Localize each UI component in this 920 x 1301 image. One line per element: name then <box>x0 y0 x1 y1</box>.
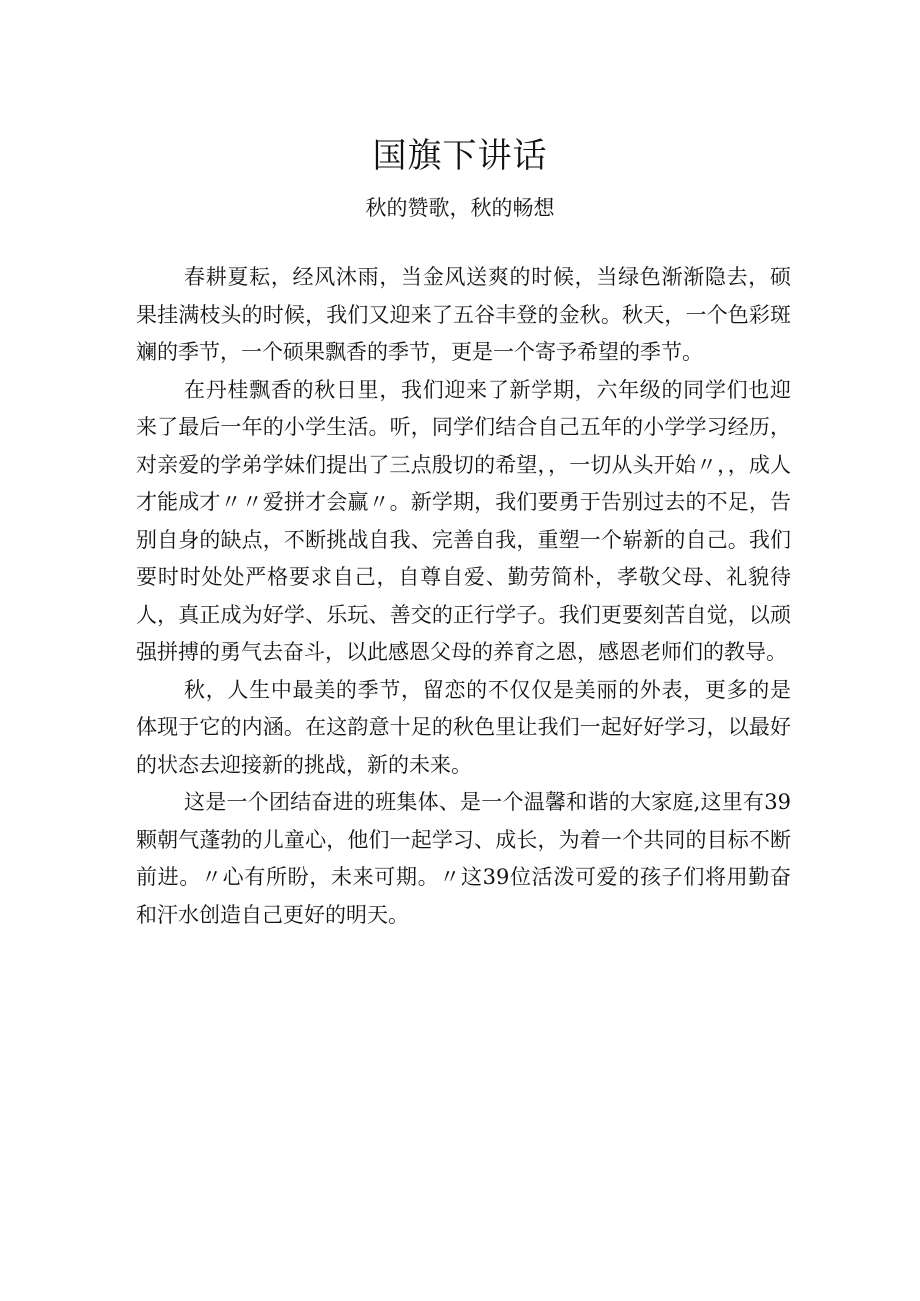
paragraph: 这是一个团结奋进的班集体、是一个温馨和谐的大家庭,这里有39颗朝气蓬勃的儿童心，他们一起学习、成长，为着一个共同的目标不断前进。〃心有所盼，未来可期。〃这39位活泼可爱的孩子们将用勤奋和汗水创造自己更好的明天。 <box>136 790 791 927</box>
document-subtitle: 秋的赞歌，秋的畅想 <box>365 196 555 221</box>
document-title: 国旗下讲话 <box>372 135 548 176</box>
paragraph: 秋，人生中最美的季节，留恋的不仅仅是美丽的外表，更多的是体现于它的内涵。在这韵意十足的秋色里让我们一起好好学习，以最好的状态去迎接新的挑战，新的未来。 <box>136 677 791 777</box>
document-body <box>136 259 791 934</box>
paragraph: 春耕夏耘，经风沐雨，当金风送爽的时候，当绿色渐渐隐去，硕果挂满枝头的时候，我们又迎来了五谷丰登的金秋。秋天，一个色彩斑斓的季节，一个硕果飘香的季节，更是一个寄予希望的季节。 <box>136 265 791 364</box>
paragraph: 在丹桂飘香的秋日里，我们迎来了新学期，六年级的同学们也迎来了最后一年的小学生活。听，同学们结合自己五年的小学学习经历，对亲爱的学弟学妹们提出了三点殷切的希望，，一切从头开始〃，，成人才能成才〃〃爱拼才会赢〃。新学期，我们要勇于告别过去的不足，告别自身的缺点，不断挑战自我、完善自我，重塑一个崭新的自己。我们要时时处处严格要求自己，自尊自爱、勤劳简朴，孝敬父母、礼貌待人，真正成为好学、乐玩、善交的正行学子。我们更要刻苦自觉，以顽强拼搏的勇气去奋斗，以此感恩父母的养育之恩，感恩老师们的教导。 <box>136 377 791 664</box>
